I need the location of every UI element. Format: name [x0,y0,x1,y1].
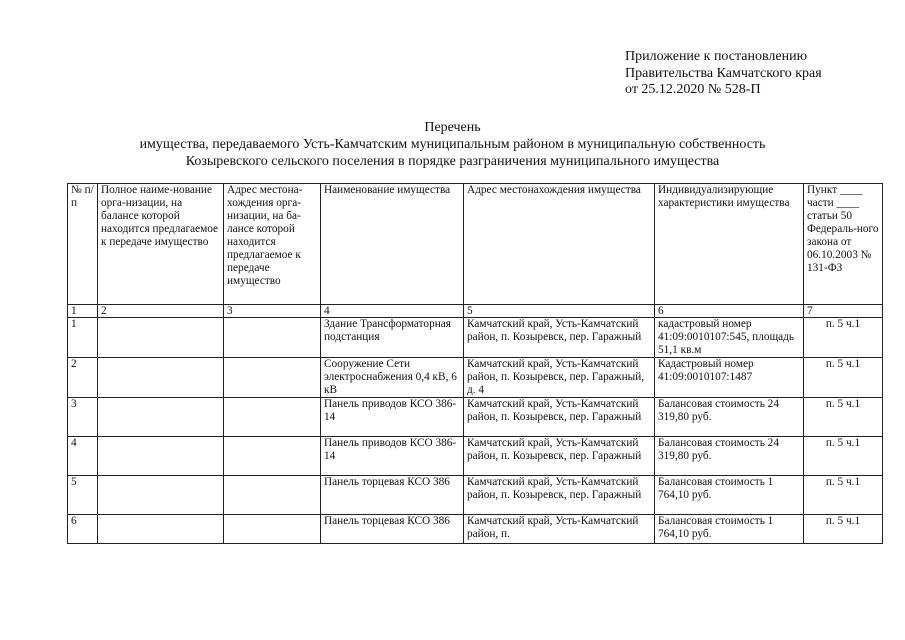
cell-name: Здание Трансформаторная подстанция [321,318,464,358]
cell-characteristics: Балансовая стоимость 1 764,10 руб. [655,515,804,544]
cell-law-point: п. 5 ч.1 [804,318,883,358]
cell-num: 4 [68,437,98,476]
table-row [68,318,883,358]
header-cell-num: № п/п [68,184,98,305]
cell-num: 6 [68,515,98,544]
cell-characteristics: кадастровый номер 41:09:0010107:545, площадь 51,1 кв.м [655,318,804,358]
cell-law-point: п. 5 ч.1 [804,398,883,437]
document-heading [0,119,905,170]
header-cell-address: Адрес местонахождения имущества [464,184,655,305]
appendix-line-3: от 25.12.2020 № 528-П [625,82,761,97]
cell-name: Панель торцевая КСО 386 [321,515,464,544]
table-row [68,398,883,437]
table-row [68,515,883,544]
cell-address: Камчатский край, Усть-Камчатский район, п. Козыревск, пер. Гаражный [464,437,655,476]
header-cell-characteristics: Индивидуализирующие характеристики имущества [655,184,804,305]
header-row [68,184,883,305]
cell-num: 5 [68,476,98,515]
cell-org-address [224,437,321,476]
cell-org [98,358,224,398]
cell-org-address [224,318,321,358]
cell-org [98,476,224,515]
cell-num: 2 [68,358,98,398]
cell-address: Камчатский край, Усть-Камчатский район, п. Козыревск, пер. Гаражный [464,476,655,515]
cell-num: 3 [68,398,98,437]
column-number: 5 [464,305,655,318]
cell-address: Камчатский край, Усть-Камчатский район, п. [464,515,655,544]
appendix-line-2: Правительства Камчатского края [625,65,822,81]
cell-org [98,318,224,358]
cell-characteristics: Кадастровый номер 41:09:0010107:1487 [655,358,804,398]
cell-address: Камчатский край, Усть-Камчатский район, п. Козыревск, пер. Гаражный [464,318,655,358]
cell-org-address [224,358,321,398]
cell-address: Камчатский край, Усть-Камчатский район, п. Козыревск, пер. Гаражный [464,398,655,437]
cell-characteristics: Балансовая стоимость 1 764,10 руб. [655,476,804,515]
cell-num: 1 [68,318,98,358]
cell-name: Панель приводов КСО 386-14 [321,437,464,476]
column-number: 3 [224,305,321,318]
heading-line-3: Козыревского сельского поселения в порядке разграничения муниципального имущества [185,154,720,169]
cell-org-address [224,515,321,544]
cell-name: Панель торцевая КСО 386 [321,476,464,515]
heading-title: Перечень [424,120,481,135]
cell-name: Сооружение Сети электроснабжения 0,4 кВ, 6 кВ [321,358,464,398]
cell-org-address [224,476,321,515]
column-number: 2 [98,305,224,318]
column-number: 6 [655,305,804,318]
cell-characteristics: Балансовая стоимость 24 319,80 руб. [655,437,804,476]
cell-org-address [224,398,321,437]
appendix-note [625,49,822,99]
cell-org [98,398,224,437]
cell-law-point: п. 5 ч.1 [804,476,883,515]
table-row [68,358,883,398]
column-number: 4 [321,305,464,318]
column-number: 7 [804,305,883,318]
column-number-row [68,305,883,318]
header-cell-org: Полное наиме-нование орга-низации, на балансе которой находится предлагаемое к передаче имущество [98,184,224,305]
header-cell-name: Наименование имущества [321,184,464,305]
appendix-line-1: Приложение к постановлению [625,49,808,64]
cell-law-point: п. 5 ч.1 [804,358,883,398]
property-table [67,183,883,544]
cell-characteristics: Балансовая стоимость 24 319,80 руб. [655,398,804,437]
column-number: 1 [68,305,98,318]
cell-org [98,437,224,476]
cell-org [98,515,224,544]
cell-name: Панель приводов КСО 386-14 [321,398,464,437]
heading-line-2: имущества, передаваемого Усть-Камчатским муниципальным районом в муниципальную собственность [139,137,766,152]
cell-law-point: п. 5 ч.1 [804,515,883,544]
header-cell-law-point: Пункт ____ части ____ статьи 50 Федераль-ного закона от 06.10.2003 № 131-ФЗ [804,184,883,305]
table-row [68,476,883,515]
cell-law-point: п. 5 ч.1 [804,437,883,476]
table-row [68,437,883,476]
header-cell-org-address: Адрес местона-хождения орга-низации, на ба-лансе которой находится предлагаемое к передаче имущество [224,184,321,305]
cell-address: Камчатский край, Усть-Камчатский район, п. Козыревск, пер. Гаражный, д. 4 [464,358,655,398]
